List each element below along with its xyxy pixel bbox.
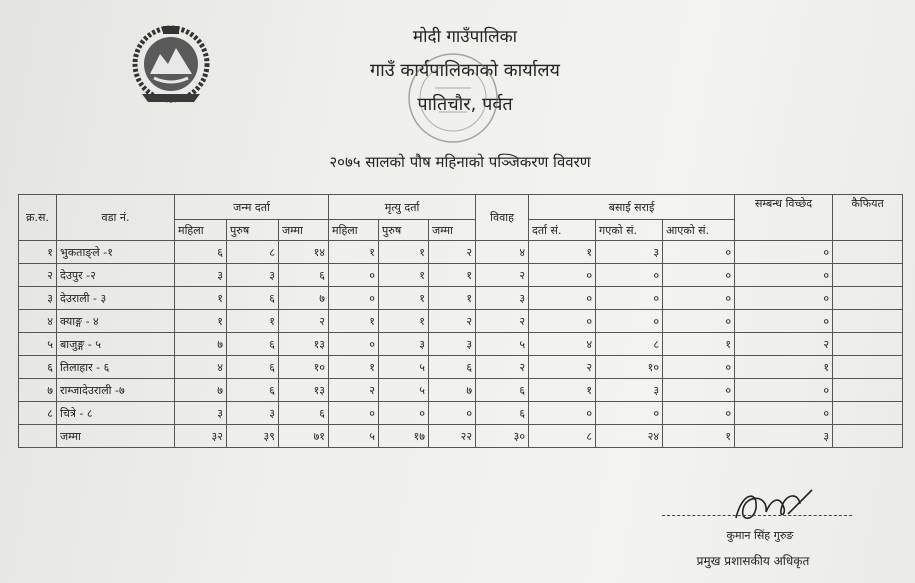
cell-divorce: ० bbox=[735, 264, 833, 287]
cell-birth-total: ७१ bbox=[279, 425, 329, 448]
cell-birth-total: १४ bbox=[279, 241, 329, 264]
cell-birth-female: १ bbox=[175, 287, 227, 310]
cell-death-male: ५ bbox=[379, 379, 429, 402]
cell-migration-reg: ८ bbox=[529, 425, 596, 448]
cell-birth-total: १० bbox=[279, 356, 329, 379]
cell-migration-went: ० bbox=[596, 264, 663, 287]
cell-birth-female: ६ bbox=[175, 241, 227, 264]
cell-ward: भुकताङ्ले -१ bbox=[57, 241, 175, 264]
cell-migration-came: ० bbox=[663, 356, 735, 379]
header-sn: क्र.स. bbox=[19, 195, 57, 241]
cell-migration-reg: १ bbox=[529, 379, 596, 402]
cell-marriage: २ bbox=[476, 264, 529, 287]
cell-migration-came: ० bbox=[663, 241, 735, 264]
cell-death-male: ३ bbox=[379, 333, 429, 356]
table-row bbox=[19, 379, 903, 402]
cell-remarks bbox=[833, 356, 903, 379]
header-death: मृत्यु दर्ता bbox=[329, 195, 476, 220]
cell-birth-female: ३२ bbox=[175, 425, 227, 448]
cell-marriage: ६ bbox=[476, 402, 529, 425]
cell-migration-went: ३ bbox=[596, 241, 663, 264]
cell-migration-went: ३ bbox=[596, 379, 663, 402]
cell-divorce: २ bbox=[735, 333, 833, 356]
cell-migration-went: २४ bbox=[596, 425, 663, 448]
cell-ward: जम्मा bbox=[57, 425, 175, 448]
header-birth-male: पुरुष bbox=[227, 220, 279, 241]
cell-birth-female: ७ bbox=[175, 379, 227, 402]
municipality-name: मोदी गाउँपालिका bbox=[412, 27, 518, 47]
cell-remarks bbox=[833, 333, 903, 356]
signatory-title: प्रमुख प्रशासकीय अधिकृत bbox=[696, 554, 810, 568]
cell-migration-came: ० bbox=[663, 402, 735, 425]
table-row bbox=[19, 241, 903, 264]
cell-sn: २ bbox=[19, 264, 57, 287]
cell-birth-total: ७ bbox=[279, 287, 329, 310]
cell-death-male: ० bbox=[379, 402, 429, 425]
cell-birth-total: १३ bbox=[279, 379, 329, 402]
header-migration: बसाई सराई bbox=[529, 195, 735, 220]
cell-birth-male: १ bbox=[227, 310, 279, 333]
cell-marriage: ३ bbox=[476, 287, 529, 310]
header-remarks: कैफियत bbox=[833, 195, 903, 241]
cell-marriage: ४ bbox=[476, 241, 529, 264]
cell-sn: ५ bbox=[19, 333, 57, 356]
cell-death-female: १ bbox=[329, 310, 379, 333]
cell-death-total: १ bbox=[429, 287, 476, 310]
header-birth-total: जम्मा bbox=[279, 220, 329, 241]
cell-sn: ४ bbox=[19, 310, 57, 333]
cell-ward: देउराली - ३ bbox=[57, 287, 175, 310]
cell-marriage: २ bbox=[476, 310, 529, 333]
header-death-female: महिला bbox=[329, 220, 379, 241]
signature-icon bbox=[728, 482, 818, 528]
table-row bbox=[19, 402, 903, 425]
cell-birth-male: ६ bbox=[227, 356, 279, 379]
office-stamp-icon bbox=[405, 48, 501, 148]
cell-birth-total: ६ bbox=[279, 264, 329, 287]
cell-death-male: १ bbox=[379, 264, 429, 287]
signature-line bbox=[662, 515, 852, 516]
cell-birth-female: ४ bbox=[175, 356, 227, 379]
cell-death-total: २२ bbox=[429, 425, 476, 448]
cell-death-female: ५ bbox=[329, 425, 379, 448]
cell-divorce: ० bbox=[735, 241, 833, 264]
cell-birth-total: २ bbox=[279, 310, 329, 333]
cell-remarks bbox=[833, 287, 903, 310]
cell-marriage: ६ bbox=[476, 379, 529, 402]
cell-ward: क्याङ्ग - ४ bbox=[57, 310, 175, 333]
header-marriage: विवाह bbox=[476, 195, 529, 241]
cell-death-total: ० bbox=[429, 402, 476, 425]
cell-migration-came: ० bbox=[663, 264, 735, 287]
cell-death-total: १ bbox=[429, 264, 476, 287]
cell-birth-male: ६ bbox=[227, 333, 279, 356]
cell-birth-male: ६ bbox=[227, 379, 279, 402]
office-address: पातिचौर, पर्वत bbox=[417, 94, 513, 115]
header-death-male: पुरुष bbox=[379, 220, 429, 241]
cell-birth-male: ३ bbox=[227, 264, 279, 287]
cell-marriage: २ bbox=[476, 356, 529, 379]
table-row bbox=[19, 356, 903, 379]
cell-birth-female: ३ bbox=[175, 402, 227, 425]
cell-death-total: २ bbox=[429, 310, 476, 333]
cell-sn: ६ bbox=[19, 356, 57, 379]
cell-birth-female: ७ bbox=[175, 333, 227, 356]
cell-death-total: २ bbox=[429, 241, 476, 264]
cell-divorce: ० bbox=[735, 379, 833, 402]
cell-death-female: १ bbox=[329, 356, 379, 379]
cell-sn bbox=[19, 425, 57, 448]
cell-death-total: ७ bbox=[429, 379, 476, 402]
cell-ward: बाजुङ्ग - ५ bbox=[57, 333, 175, 356]
cell-divorce: ३ bbox=[735, 425, 833, 448]
cell-migration-came: ० bbox=[663, 287, 735, 310]
cell-migration-went: १० bbox=[596, 356, 663, 379]
header-migration-went: गएको सं. bbox=[596, 220, 663, 241]
cell-death-female: २ bbox=[329, 379, 379, 402]
cell-migration-reg: १ bbox=[529, 241, 596, 264]
cell-divorce: १ bbox=[735, 356, 833, 379]
cell-sn: ८ bbox=[19, 402, 57, 425]
cell-migration-came: १ bbox=[663, 425, 735, 448]
cell-death-male: १७ bbox=[379, 425, 429, 448]
cell-birth-male: ३९ bbox=[227, 425, 279, 448]
cell-migration-reg: २ bbox=[529, 356, 596, 379]
cell-death-male: १ bbox=[379, 241, 429, 264]
cell-ward: देउपुर -२ bbox=[57, 264, 175, 287]
cell-death-male: ५ bbox=[379, 356, 429, 379]
cell-migration-reg: ० bbox=[529, 402, 596, 425]
header-ward: वडा नं. bbox=[57, 195, 175, 241]
cell-ward: तिलाहार - ६ bbox=[57, 356, 175, 379]
table-row bbox=[19, 333, 903, 356]
cell-sn: १ bbox=[19, 241, 57, 264]
header-birth-female: महिला bbox=[175, 220, 227, 241]
cell-death-male: १ bbox=[379, 287, 429, 310]
cell-death-total: ६ bbox=[429, 356, 476, 379]
cell-remarks bbox=[833, 310, 903, 333]
cell-birth-total: १३ bbox=[279, 333, 329, 356]
table-row bbox=[19, 310, 903, 333]
cell-death-female: ० bbox=[329, 402, 379, 425]
header-death-total: जम्मा bbox=[429, 220, 476, 241]
signatory-name: कुमान सिंह गुरुङ bbox=[726, 529, 794, 542]
cell-death-female: ० bbox=[329, 264, 379, 287]
cell-birth-female: ३ bbox=[175, 264, 227, 287]
cell-death-female: ० bbox=[329, 333, 379, 356]
cell-death-female: १ bbox=[329, 241, 379, 264]
cell-migration-came: ० bbox=[663, 310, 735, 333]
header-divorce: सम्बन्ध विच्छेद bbox=[735, 195, 833, 241]
cell-divorce: ० bbox=[735, 287, 833, 310]
cell-migration-went: ० bbox=[596, 310, 663, 333]
table-total-row bbox=[19, 425, 903, 448]
cell-migration-reg: ० bbox=[529, 287, 596, 310]
cell-migration-reg: ० bbox=[529, 310, 596, 333]
cell-birth-female: १ bbox=[175, 310, 227, 333]
cell-migration-reg: ४ bbox=[529, 333, 596, 356]
cell-birth-male: ६ bbox=[227, 287, 279, 310]
table-row bbox=[19, 287, 903, 310]
header-migration-came: आएको सं. bbox=[663, 220, 735, 241]
cell-remarks bbox=[833, 425, 903, 448]
office-name: गाउँ कार्यपालिकाको कार्यालय bbox=[370, 60, 560, 81]
government-emblem-icon bbox=[130, 20, 212, 106]
cell-migration-went: ० bbox=[596, 287, 663, 310]
cell-sn: ७ bbox=[19, 379, 57, 402]
cell-death-male: १ bbox=[379, 310, 429, 333]
cell-migration-came: ० bbox=[663, 379, 735, 402]
table-body bbox=[19, 241, 903, 448]
cell-birth-total: ६ bbox=[279, 402, 329, 425]
report-title: २०७५ सालको पौष महिनाको पञ्जिकरण विवरण bbox=[329, 153, 591, 171]
table-row bbox=[19, 264, 903, 287]
cell-birth-male: ८ bbox=[227, 241, 279, 264]
cell-migration-reg: ० bbox=[529, 264, 596, 287]
cell-divorce: ० bbox=[735, 402, 833, 425]
cell-ward: चित्रे - ८ bbox=[57, 402, 175, 425]
cell-ward: राम्जादेउराली -७ bbox=[57, 379, 175, 402]
cell-birth-male: ३ bbox=[227, 402, 279, 425]
cell-marriage: ३० bbox=[476, 425, 529, 448]
cell-remarks bbox=[833, 379, 903, 402]
header-birth: जन्म दर्ता bbox=[175, 195, 329, 220]
cell-death-female: ० bbox=[329, 287, 379, 310]
cell-migration-went: ० bbox=[596, 402, 663, 425]
cell-remarks bbox=[833, 264, 903, 287]
cell-migration-came: १ bbox=[663, 333, 735, 356]
cell-remarks bbox=[833, 402, 903, 425]
cell-migration-went: ८ bbox=[596, 333, 663, 356]
registration-table bbox=[18, 194, 903, 448]
cell-sn: ३ bbox=[19, 287, 57, 310]
cell-death-total: ३ bbox=[429, 333, 476, 356]
cell-marriage: ५ bbox=[476, 333, 529, 356]
header-migration-reg: दर्ता सं. bbox=[529, 220, 596, 241]
cell-remarks bbox=[833, 241, 903, 264]
cell-divorce: ० bbox=[735, 310, 833, 333]
